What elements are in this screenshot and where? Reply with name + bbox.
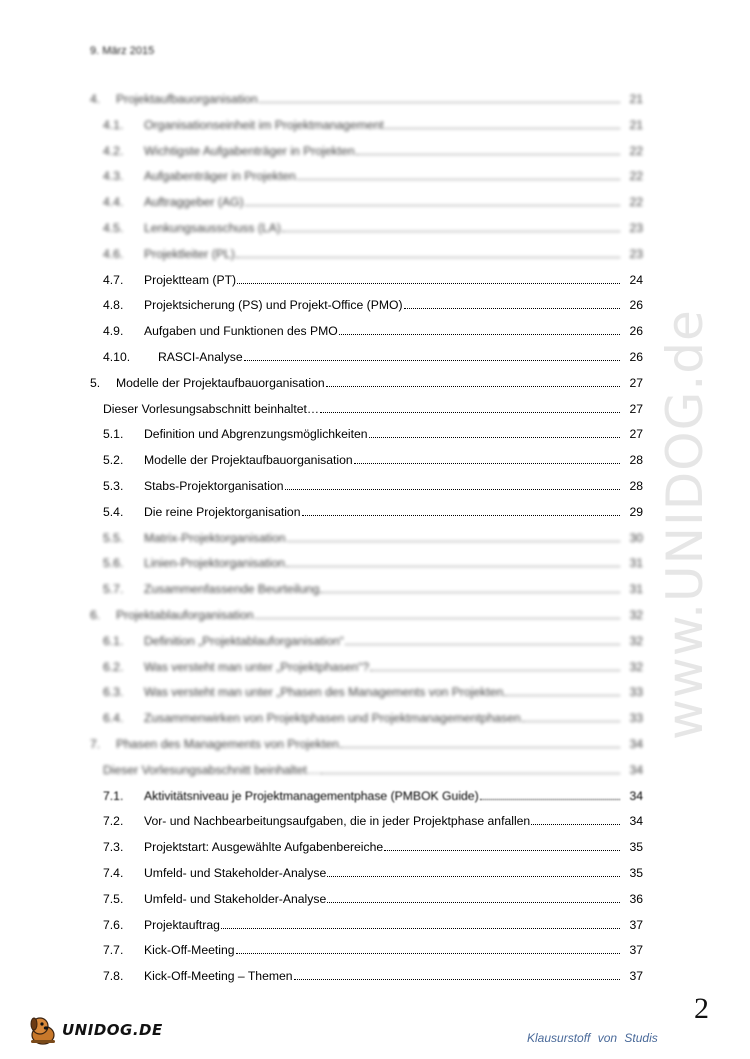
toc-entry[interactable] <box>103 963 643 983</box>
toc-entry[interactable] <box>103 808 643 828</box>
toc-leader-dots <box>340 747 620 748</box>
toc-entry-title: Lenkungsausschuss (LA) <box>144 221 281 235</box>
toc-entry-number: 4.3. <box>103 169 124 183</box>
toc-entry-title: Stabs-Projektorganisation <box>144 479 284 493</box>
toc-entry[interactable] <box>103 912 643 932</box>
toc-entry-number: 4.10. <box>103 350 131 364</box>
toc-entry-page: 37 <box>629 969 643 983</box>
toc-entry-page: 36 <box>629 892 643 906</box>
toc-entry[interactable] <box>103 292 643 312</box>
toc-entry-title: Aufgaben und Funktionen des PMO <box>144 324 338 338</box>
toc-entry-title: Umfeld- und Stakeholder-Analyse <box>144 892 327 906</box>
toc-entry-number: 6.1. <box>103 634 124 648</box>
toc-entry-page: 22 <box>629 195 643 209</box>
toc-leader-dots <box>237 283 620 284</box>
toc-leader-dots <box>531 824 620 825</box>
toc-entry-title: Definition und Abgrenzungsmöglichkeiten <box>144 427 368 441</box>
toc-leader-dots <box>326 386 620 387</box>
toc-entry-title: Projektaufbauorganisation <box>116 92 258 106</box>
toc-leader-dots <box>255 618 620 619</box>
toc-entry-number: 6.2. <box>103 660 124 674</box>
toc-entry-page: 35 <box>629 866 643 880</box>
toc-entry-page: 22 <box>629 169 643 183</box>
toc-entry[interactable] <box>103 654 643 674</box>
toc-entry[interactable] <box>90 602 643 622</box>
toc-entry-page: 23 <box>629 221 643 235</box>
toc-leader-dots <box>345 644 620 645</box>
toc-entry[interactable] <box>103 679 643 699</box>
toc-leader-dots <box>327 902 620 903</box>
toc-leader-dots <box>504 695 620 696</box>
toc-entry-page: 28 <box>629 479 643 493</box>
toc-entry-title: Vor- und Nachbearbeitungsaufgaben, die in jeder Projektphase anfallen <box>144 814 531 828</box>
toc-entry[interactable] <box>103 421 643 441</box>
toc-entry-number: 4.8. <box>103 298 124 312</box>
toc-entry-page: 27 <box>629 402 643 416</box>
toc-entry-number: 5. <box>90 376 101 390</box>
toc-entry-title: RASCI-Analyse <box>158 350 243 364</box>
toc-entry-number: 7.2. <box>103 814 124 828</box>
toc-entry[interactable] <box>103 241 643 261</box>
toc-entry-page: 23 <box>629 247 643 261</box>
toc-entry-page: 32 <box>629 634 643 648</box>
toc-entry[interactable] <box>103 396 643 416</box>
toc-entry-page: 34 <box>629 763 643 777</box>
toc-entry[interactable] <box>103 189 643 209</box>
toc-leader-dots <box>480 799 620 800</box>
toc-entry-title: Modelle der Projektaufbauorganisation <box>116 376 325 390</box>
toc-entry[interactable] <box>103 783 643 803</box>
toc-entry-title: Aktivitätsniveau je Projektmanagementphase (PMBOK Guide) <box>144 789 479 803</box>
toc-entry-number: 5.4. <box>103 505 124 519</box>
toc-leader-dots <box>286 566 620 567</box>
toc-entry-page: 31 <box>629 582 643 596</box>
toc-leader-dots <box>327 876 620 877</box>
toc-entry-number: 5.1. <box>103 427 124 441</box>
toc-leader-dots <box>297 179 620 180</box>
toc-entry-title: Organisationseinheit im Projektmanagement <box>144 118 384 132</box>
toc-entry[interactable] <box>103 550 643 570</box>
toc-entry-page: 34 <box>629 814 643 828</box>
toc-entry-number: 5.7. <box>103 582 124 596</box>
toc-entry-page: 33 <box>629 685 643 699</box>
toc-entry-number: 7.6. <box>103 918 124 932</box>
toc-leader-dots <box>404 308 620 309</box>
toc-entry-page: 26 <box>629 350 643 364</box>
toc-entry-number: 7. <box>90 737 101 751</box>
toc-entry-number: 4.1. <box>103 118 124 132</box>
toc-leader-dots <box>285 489 620 490</box>
page-date: 9. März 2015 <box>90 45 155 57</box>
toc-leader-dots <box>244 360 620 361</box>
toc-entry[interactable] <box>103 860 643 880</box>
toc-entry-number: 6.3. <box>103 685 124 699</box>
toc-leader-dots <box>320 412 620 413</box>
toc-entry-title: Auftraggeber (AG) <box>144 195 244 209</box>
toc-entry-title: Matrix-Projektorganisation <box>144 531 286 545</box>
toc-entry-number: 5.6. <box>103 556 124 570</box>
toc-entry[interactable] <box>103 628 643 648</box>
toc-entry-number: 7.8. <box>103 969 124 983</box>
toc-entry[interactable] <box>103 215 643 235</box>
toc-entry-page: 31 <box>629 556 643 570</box>
toc-entry-number: 5.5. <box>103 531 124 545</box>
toc-entry[interactable] <box>103 163 643 183</box>
toc-entry[interactable] <box>90 370 643 390</box>
toc-entry-page: 26 <box>629 324 643 338</box>
toc-entry[interactable] <box>103 499 643 519</box>
toc-entry-title: Wichtigste Aufgabenträger in Projekten <box>144 144 355 158</box>
toc-entry-title: Kick-Off-Meeting <box>144 943 235 957</box>
toc-leader-dots <box>356 154 620 155</box>
toc-entry-title: Aufgabenträger in Projekten <box>144 169 296 183</box>
toc-entry-page: 35 <box>629 840 643 854</box>
toc-entry-number: 7.4. <box>103 866 124 880</box>
toc-entry-page: 22 <box>629 144 643 158</box>
toc-entry[interactable] <box>103 834 643 854</box>
toc-entry-number: 4.2. <box>103 144 124 158</box>
toc-entry-page: 32 <box>629 608 643 622</box>
toc-entry[interactable] <box>103 705 643 725</box>
toc-leader-dots <box>294 979 620 980</box>
toc-leader-dots <box>245 205 620 206</box>
toc-entry-title: Linien-Projektorganisation <box>144 556 285 570</box>
toc-leader-dots <box>385 128 620 129</box>
toc-entry-title: Definition „Projektablauforganisation“ <box>144 634 344 648</box>
toc-entry[interactable] <box>90 731 643 751</box>
toc-entry-number: 4.7. <box>103 273 124 287</box>
toc-leader-dots <box>354 463 620 464</box>
toc-entry[interactable] <box>103 525 643 545</box>
toc-entry-title: Projektsicherung (PS) und Projekt-Office (PMO) <box>144 298 403 312</box>
toc-entry-page: 34 <box>629 789 643 803</box>
toc-entry-number: 4.5. <box>103 221 124 235</box>
toc-leader-dots <box>287 541 620 542</box>
toc-leader-dots <box>236 257 620 258</box>
toc-entry-title: Die reine Projektorganisation <box>144 505 301 519</box>
toc-entry-title: Modelle der Projektaufbauorganisation <box>144 453 353 467</box>
toc-entry-title: Projektteam (PT) <box>144 273 237 287</box>
toc-entry-number: 5.3. <box>103 479 124 493</box>
toc-leader-dots <box>236 953 620 954</box>
footer-tagline: Klausurstoff von Studis <box>527 1031 658 1045</box>
toc-entry-title: Projektstart: Ausgewählte Aufgabenbereiche <box>144 840 384 854</box>
toc-entry-title: Zusammenfassende Beurteilung <box>144 582 320 596</box>
toc-entry[interactable] <box>103 886 643 906</box>
toc-entry-title: Dieser Vorlesungsabschnitt beinhaltet… <box>103 402 320 416</box>
toc-entry[interactable] <box>103 112 643 132</box>
toc-entry[interactable] <box>103 344 643 364</box>
toc-entry-number: 4.6. <box>103 247 124 261</box>
toc-entry-title: Dieser Vorlesungsabschnitt beinhaltet… <box>103 763 320 777</box>
toc-entry-title: Zusammenwirken von Projektphasen und Projektmanagementphasen <box>144 711 521 725</box>
toc-entry-title: Was versteht man unter „Projektphasen“? <box>144 660 370 674</box>
dog-icon <box>26 1013 60 1047</box>
toc-entry-number: 6.4. <box>103 711 124 725</box>
toc-entry-page: 24 <box>629 273 643 287</box>
toc-entry-number: 6. <box>90 608 101 622</box>
toc-entry-title: Phasen des Managements von Projekten <box>116 737 339 751</box>
toc-entry-page: 29 <box>629 505 643 519</box>
toc-entry-page: 26 <box>629 298 643 312</box>
toc-entry-title: Projektauftrag <box>144 918 220 932</box>
toc-entry-number: 4.4. <box>103 195 124 209</box>
toc-leader-dots <box>320 592 620 593</box>
toc-entry[interactable] <box>103 473 643 493</box>
toc-leader-dots <box>522 721 620 722</box>
toc-entry[interactable] <box>103 447 643 467</box>
toc-entry-number: 4.9. <box>103 324 124 338</box>
toc-entry-title: Kick-Off-Meeting – Themen <box>144 969 293 983</box>
toc-leader-dots <box>282 231 620 232</box>
toc-entry-page: 37 <box>629 918 643 932</box>
toc-entry[interactable] <box>103 318 643 338</box>
toc-entry-page: 28 <box>629 453 643 467</box>
toc-entry-number: 7.1. <box>103 789 124 803</box>
toc-entry-title: Umfeld- und Stakeholder-Analyse <box>144 866 327 880</box>
toc-entry[interactable] <box>103 138 643 158</box>
page-number: 2 <box>694 992 709 1025</box>
toc-leader-dots <box>221 928 620 929</box>
toc-leader-dots <box>339 334 620 335</box>
toc-leader-dots <box>384 850 620 851</box>
logo-text: UNIDOG.DE <box>62 1021 163 1039</box>
toc-entry-page: 34 <box>629 737 643 751</box>
toc-entry[interactable] <box>103 937 643 957</box>
toc-entry-page: 33 <box>629 711 643 725</box>
toc-entry-number: 7.5. <box>103 892 124 906</box>
toc-entry[interactable] <box>90 86 643 106</box>
toc-entry-title: Projektleiter (PL) <box>144 247 235 261</box>
toc-entry-number: 7.3. <box>103 840 124 854</box>
toc-leader-dots <box>259 102 620 103</box>
toc-entry-page: 37 <box>629 943 643 957</box>
toc-entry[interactable] <box>103 757 643 777</box>
toc-entry-page: 21 <box>629 92 643 106</box>
toc-entry-page: 27 <box>629 376 643 390</box>
toc-entry-page: 21 <box>629 118 643 132</box>
toc-entry-title: Was versteht man unter „Phasen des Managements von Projekten <box>144 685 504 699</box>
toc-entry-page: 32 <box>629 660 643 674</box>
toc-leader-dots <box>369 437 620 438</box>
toc-entry-page: 30 <box>629 531 643 545</box>
toc-entry-page: 27 <box>629 427 643 441</box>
watermark: www.UNIDOG.de <box>656 309 714 740</box>
toc-leader-dots <box>302 515 621 516</box>
toc-entry-number: 5.2. <box>103 453 124 467</box>
footer-logo[interactable] <box>26 1010 163 1050</box>
toc-entry-number: 4. <box>90 92 101 106</box>
toc-entry-number: 7.7. <box>103 943 124 957</box>
toc-leader-dots <box>370 670 620 671</box>
toc-leader-dots <box>320 773 620 774</box>
toc-entry-title: Projektablauforganisation <box>116 608 254 622</box>
toc-entry[interactable] <box>103 576 643 596</box>
toc-entry[interactable] <box>103 267 643 287</box>
